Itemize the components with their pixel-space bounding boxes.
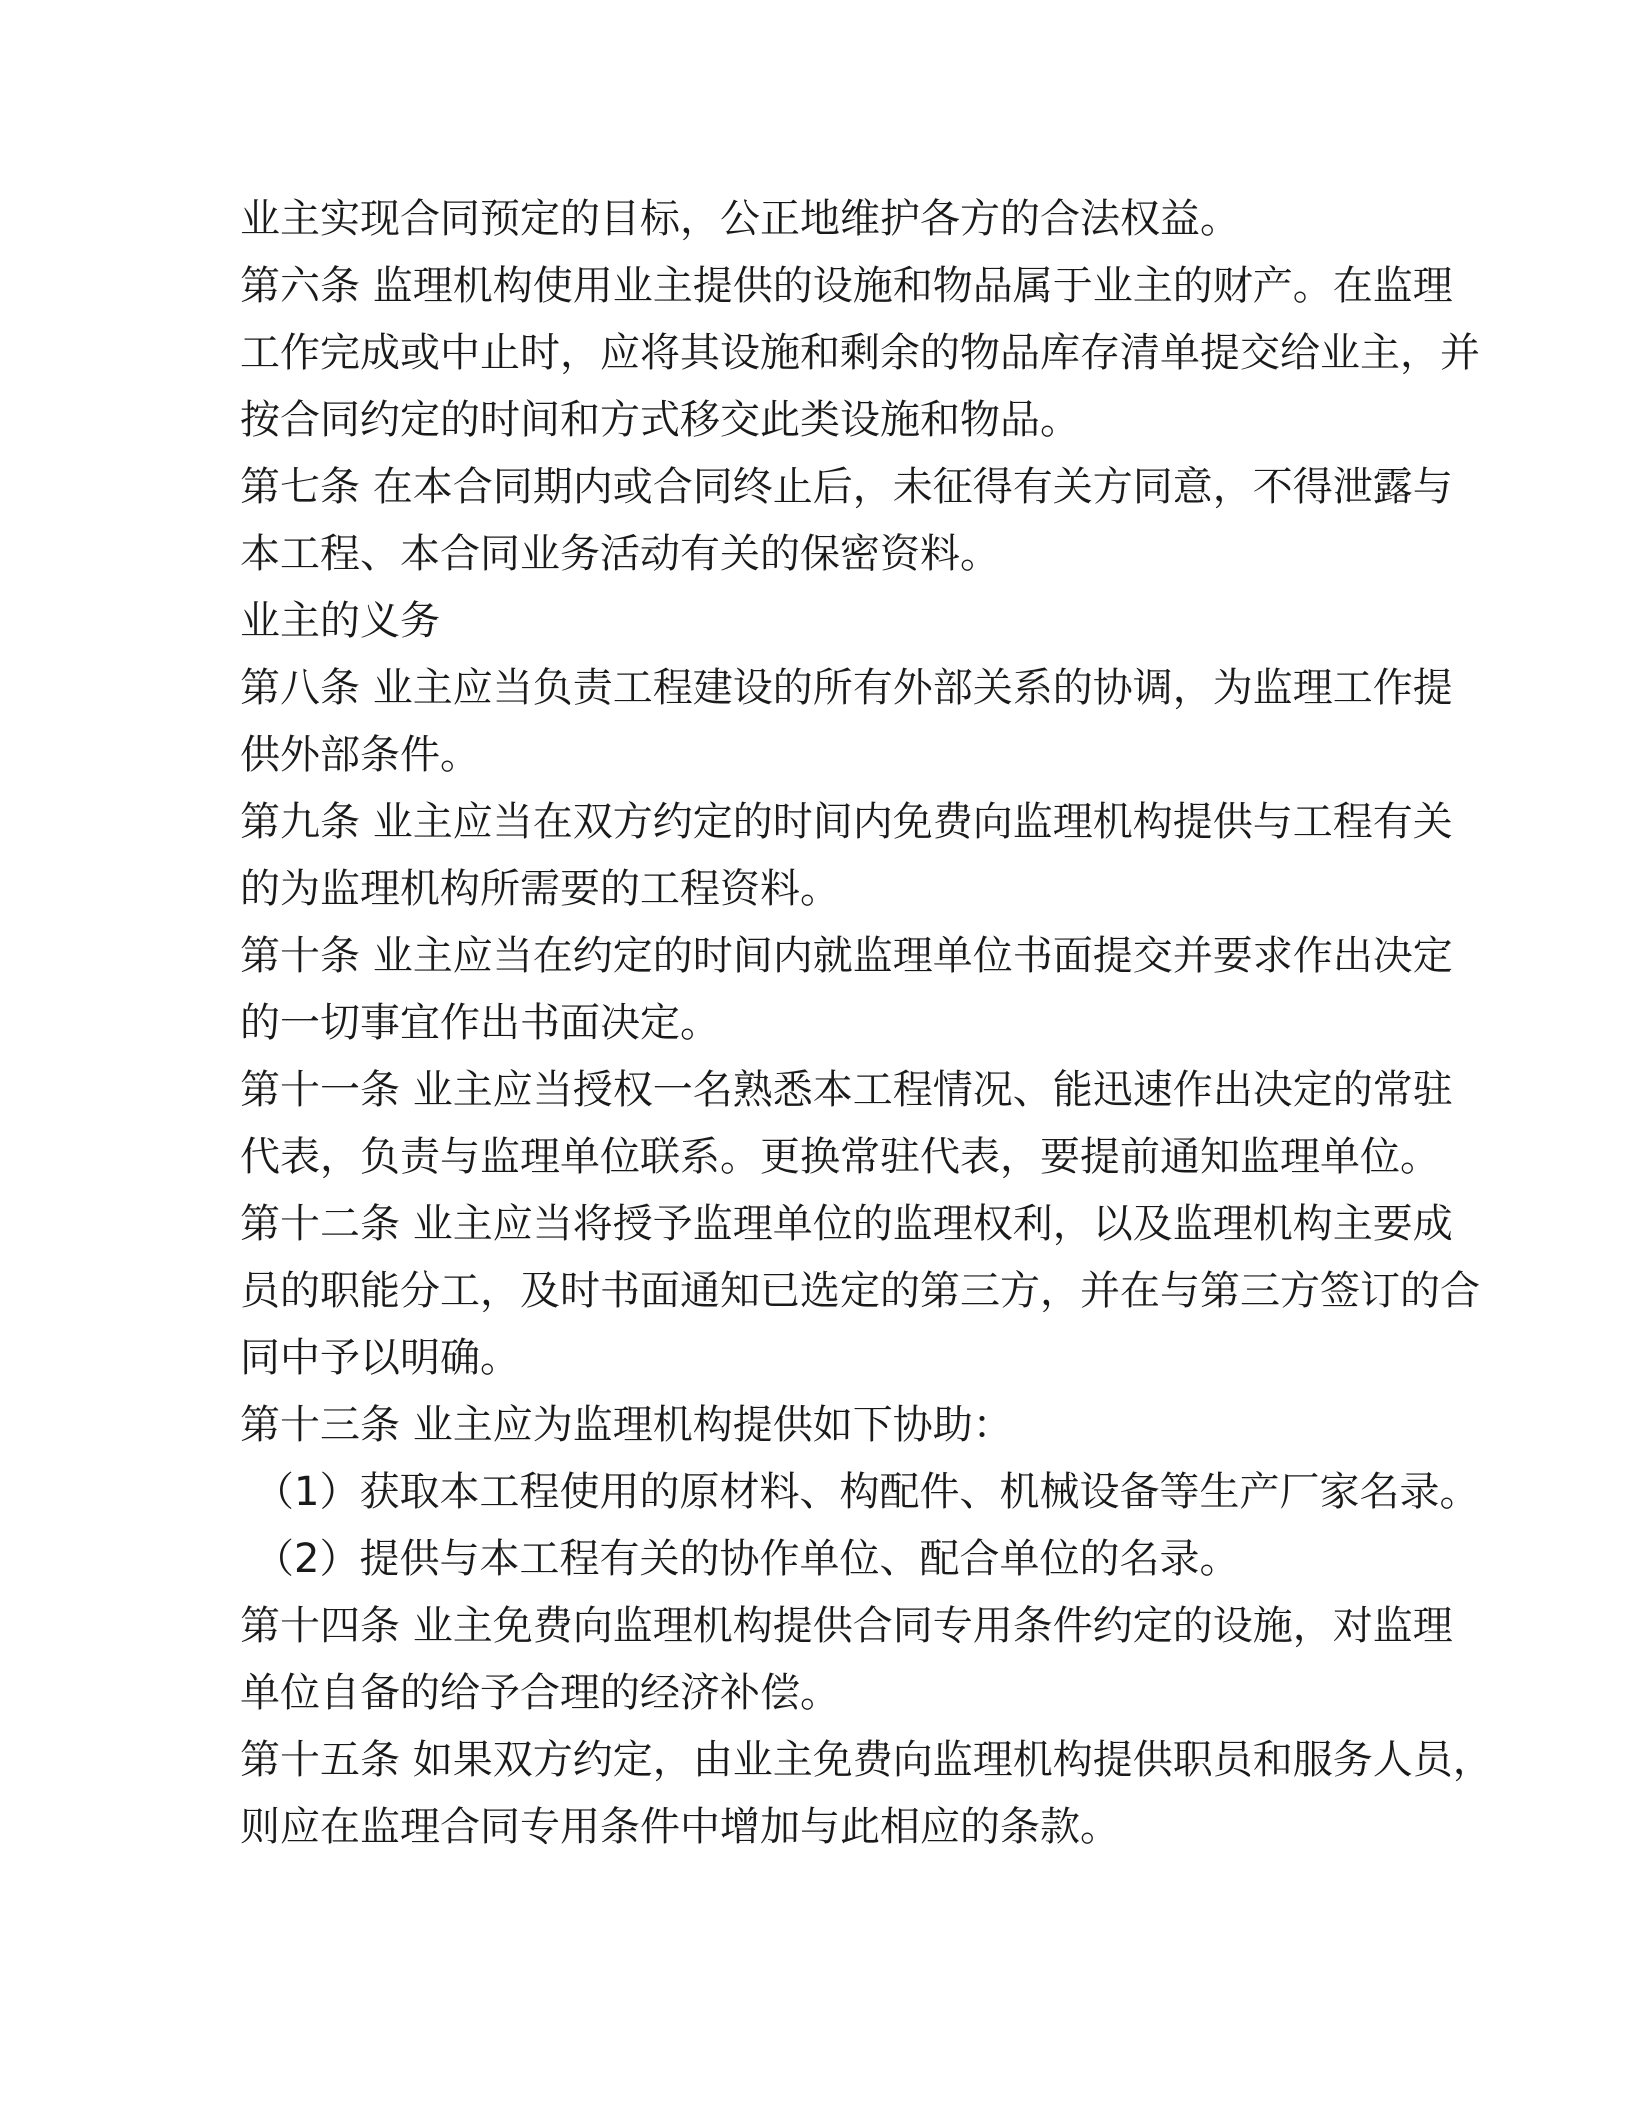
document-body <box>240 186 1493 1861</box>
text-line: 业主实现合同预定的目标，公正地维护各方的合法权益。 <box>240 196 1240 242</box>
article-14-line-2: 单位自备的给予合理的经济补偿。 <box>240 1670 840 1716</box>
article-10-line-1: 第十条 业主应当在约定的时间内就监理单位书面提交并要求作出决定 <box>240 933 1453 979</box>
article-11-line-2: 代表，负责与监理单位联系。更换常驻代表，要提前通知监理单位。 <box>240 1134 1440 1180</box>
article-7-line-1: 第七条 在本合同期内或合同终止后，未征得有关方同意，不得泄露与 <box>240 464 1453 510</box>
article-9-line-2: 的为监理机构所需要的工程资料。 <box>240 866 840 912</box>
article-6-line-3: 按合同约定的时间和方式移交此类设施和物品。 <box>240 397 1080 443</box>
article-15-line-2: 则应在监理合同专用条件中增加与此相应的条款。 <box>240 1804 1120 1850</box>
article-6-line-2: 工作完成或中止时，应将其设施和剩余的物品库存清单提交给业主，并 <box>240 330 1480 376</box>
article-7-line-2: 本工程、本合同业务活动有关的保密资料。 <box>240 531 1000 577</box>
article-12-line-1: 第十二条 业主应当将授予监理单位的监理权利，以及监理机构主要成 <box>240 1201 1453 1247</box>
article-14-line-1: 第十四条 业主免费向监理机构提供合同专用条件约定的设施，对监理 <box>240 1603 1453 1649</box>
section-heading: 业主的义务 <box>240 598 440 644</box>
article-8-line-2: 供外部条件。 <box>240 732 480 778</box>
list-item-2: （2）提供与本工程有关的协作单位、配合单位的名录。 <box>254 1536 1240 1582</box>
list-item-1: （1）获取本工程使用的原材料、构配件、机械设备等生产厂家名录。 <box>254 1469 1480 1515</box>
article-10-line-2: 的一切事宜作出书面决定。 <box>240 1000 720 1046</box>
article-11-line-1: 第十一条 业主应当授权一名熟悉本工程情况、能迅速作出决定的常驻 <box>240 1067 1453 1113</box>
article-12-line-3: 同中予以明确。 <box>240 1335 520 1381</box>
article-13-line-1: 第十三条 业主应为监理机构提供如下协助： <box>240 1402 1013 1448</box>
article-12-line-2: 员的职能分工，及时书面通知已选定的第三方，并在与第三方签订的合 <box>240 1268 1480 1314</box>
article-6-line-1: 第六条 监理机构使用业主提供的设施和物品属于业主的财产。在监理 <box>240 263 1453 309</box>
article-8-line-1: 第八条 业主应当负责工程建设的所有外部关系的协调，为监理工作提 <box>240 665 1453 711</box>
article-9-line-1: 第九条 业主应当在双方约定的时间内免费向监理机构提供与工程有关 <box>240 799 1453 845</box>
article-15-line-1: 第十五条 如果双方约定，由业主免费向监理机构提供职员和服务人员， <box>240 1737 1493 1783</box>
